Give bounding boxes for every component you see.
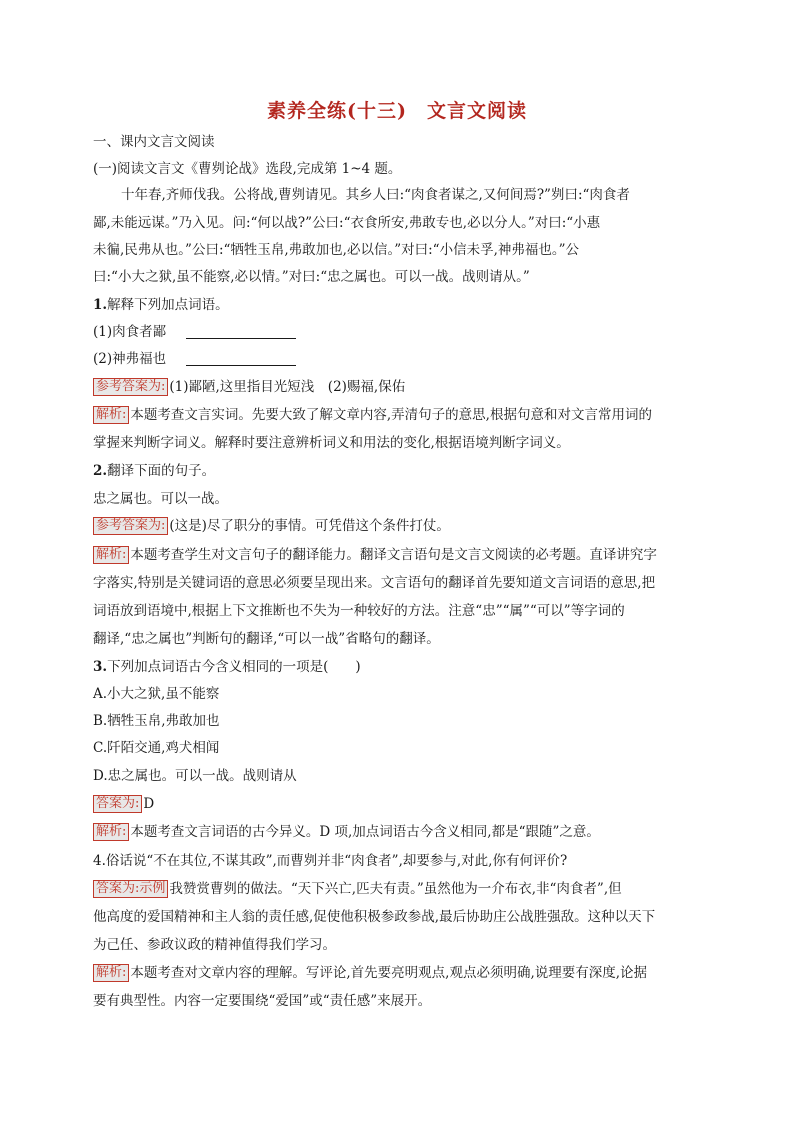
analysis-line bbox=[93, 545, 701, 565]
question-text: 解释下列加点词语。 bbox=[107, 297, 229, 313]
section-heading: 一、课内文言文阅读 bbox=[93, 134, 215, 150]
answer-text: 我赞赏曹刿的做法。“天下兴亡,匹夫有责。”虽然他为一介布衣,非“肉食者”,但 bbox=[169, 881, 622, 897]
analysis-tag: 解析: bbox=[93, 406, 129, 424]
item-text: (2)神弗福也 bbox=[93, 351, 167, 367]
analysis-text: 本题考查对文章内容的理解。写评论,首先要亮明观点,观点必须明确,说理要有深度,论据 bbox=[130, 965, 648, 981]
analysis-text: 本题考查文言实词。先要大致了解文章内容,弄清句子的意思,根据句意和对文言常用词的 bbox=[130, 407, 652, 423]
item-text: (1)肉食者鄙 bbox=[93, 324, 167, 340]
question-1 bbox=[93, 295, 701, 315]
option-b: B.牺牲玉帛,弗敢加也 bbox=[93, 713, 220, 729]
answer-text: (这是)尽了职分的事情。可凭借这个条件打仗。 bbox=[169, 518, 450, 534]
answer-line bbox=[93, 377, 701, 397]
answer-blank bbox=[186, 351, 296, 366]
question-item bbox=[93, 322, 701, 342]
answer-tag: 答案为: bbox=[93, 795, 142, 813]
analysis-line: 要有典型性。内容一定要围绕“爱国”或“责任感”来展开。 bbox=[93, 993, 432, 1009]
answer-tag: 答案为:示例 bbox=[93, 880, 168, 898]
passage-line: 未徧,民弗从也。”公曰:“牺牲玉帛,弗敢加也,必以信。”对曰:“小信未孚,神弗福也。”公 bbox=[93, 242, 580, 258]
analysis-line: 字落实,特别是关键词语的意思必须要呈现出来。文言语句的翻译首先要知道文言词语的意思,把 bbox=[93, 575, 656, 591]
analysis-text: 本题考查文言词语的古今异义。D 项,加点词语古今含义相同,都是“跟随”之意。 bbox=[130, 824, 600, 840]
answer-tag: 参考答案为: bbox=[93, 378, 168, 396]
analysis-line bbox=[93, 963, 701, 983]
option-c: C.阡陌交通,鸡犬相闻 bbox=[93, 740, 220, 756]
answer-text: (1)鄙陋,这里指目光短浅 (2)赐福,保佑 bbox=[169, 379, 406, 395]
question-number: 1. bbox=[93, 297, 108, 313]
answer-line bbox=[93, 879, 701, 899]
passage-line: 鄙,未能远谋。”乃入见。问:“何以战?”公曰:“衣食所安,弗敢专也,必以分人。”对曰:“小惠 bbox=[93, 215, 601, 231]
question-text: 翻译下面的句子。 bbox=[107, 463, 216, 479]
answer-line: 为己任、参政议政的精神值得我们学习。 bbox=[93, 937, 336, 953]
passage-line: 十年春,齐师伐我。公将战,曹刿请见。其乡人曰:“肉食者谋之,又何间焉?”刿曰:“肉食者 bbox=[121, 187, 630, 203]
analysis-line bbox=[93, 822, 701, 842]
part-heading: (一)阅读文言文《曹刿论战》选段,完成第 1~4 题。 bbox=[93, 161, 402, 177]
answer-blank bbox=[186, 324, 296, 339]
analysis-line bbox=[93, 405, 701, 425]
analysis-line: 掌握来判断字词义。解释时要注意辨析词义和用法的变化,根据语境判断字词义。 bbox=[93, 435, 570, 451]
question-number: 3. bbox=[93, 659, 108, 675]
question-sentence: 忠之属也。可以一战。 bbox=[93, 491, 228, 507]
analysis-line: 词语放到语境中,根据上下文推断也不失为一种较好的方法。注意“忠”“属”“可以”等字词的 bbox=[93, 603, 625, 619]
analysis-text: 本题考查学生对文言句子的翻译能力。翻译文言语句是文言文阅读的必考题。直译讲究字 bbox=[130, 547, 657, 563]
page-title: 素养全练(十三) 文言文阅读 bbox=[267, 100, 527, 122]
question-number: 2. bbox=[93, 463, 108, 479]
question-3 bbox=[93, 657, 701, 677]
analysis-line: 翻译,“忠之属也”判断句的翻译,“可以一战”省略句的翻译。 bbox=[93, 631, 440, 647]
option-a: A.小大之狱,虽不能察 bbox=[93, 686, 220, 702]
answer-text: D bbox=[143, 796, 155, 812]
question-text: 下列加点词语古今含义相同的一项是( ) bbox=[107, 659, 361, 675]
answer-line bbox=[93, 794, 701, 814]
option-d: D.忠之属也。可以一战。战则请从 bbox=[93, 768, 297, 784]
analysis-tag: 解析: bbox=[93, 964, 129, 982]
answer-tag: 参考答案为: bbox=[93, 517, 168, 535]
question-4: 4.俗话说“不在其位,不谋其政”,而曹刿并非“肉食者”,却要参与,对此,你有何评价? bbox=[93, 853, 568, 869]
question-item bbox=[93, 349, 701, 369]
analysis-tag: 解析: bbox=[93, 546, 129, 564]
question-2 bbox=[93, 461, 701, 481]
analysis-tag: 解析: bbox=[93, 823, 129, 841]
passage-line: 曰:“小大之狱,虽不能察,必以情。”对曰:“忠之属也。可以一战。战则请从。” bbox=[93, 269, 530, 285]
answer-line bbox=[93, 516, 701, 536]
answer-line: 他高度的爱国精神和主人翁的责任感,促使他积极参政参战,最后协助庄公战胜强敌。这种以天下 bbox=[93, 909, 656, 925]
